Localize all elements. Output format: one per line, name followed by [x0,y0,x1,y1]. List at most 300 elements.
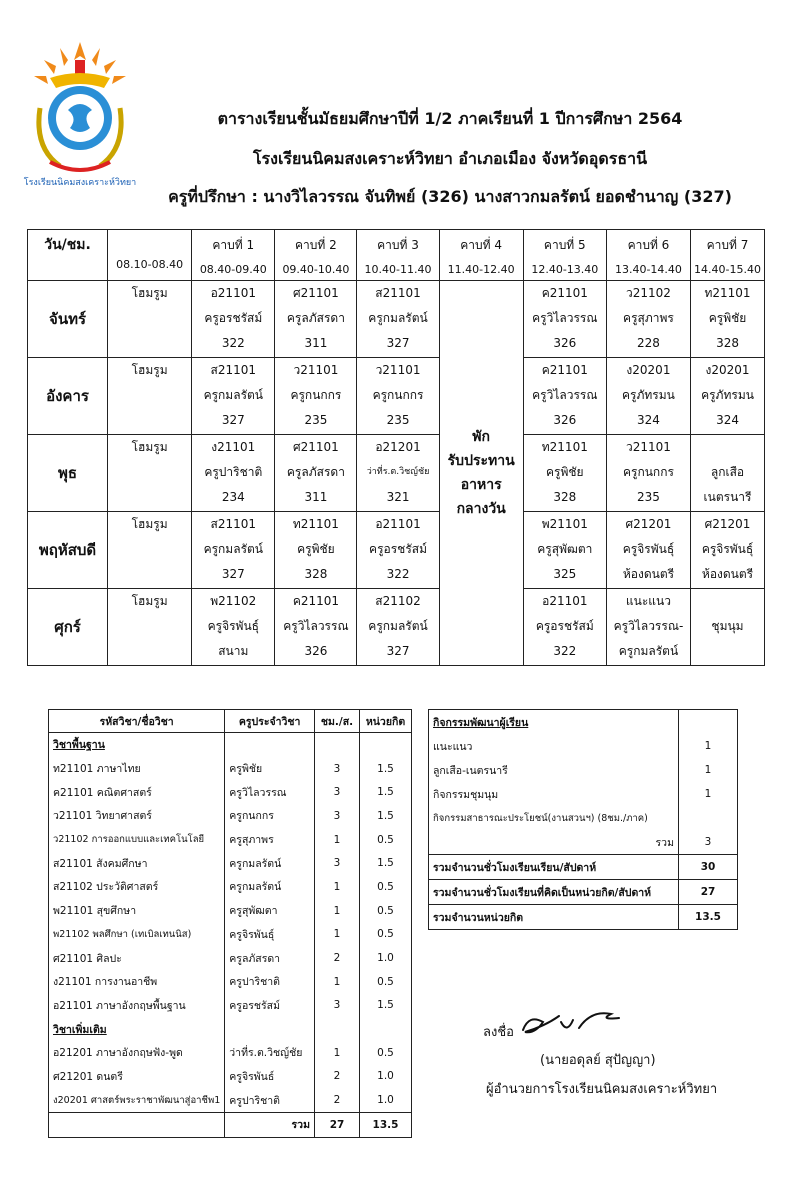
room: 325 [553,567,577,581]
period-header [606,230,690,281]
subject-teacher: ครูกนกกร [225,804,315,828]
teacher-name: ครูจิรพันธุ์ [207,619,259,633]
teacher-name: ครูภัทรมน [701,388,754,402]
room: ครูกมลรัตน์ [618,644,679,658]
period-time: 10.40-11.40 [364,263,432,276]
subject-hours: 1 [315,899,360,923]
subject-hours: 1 [315,970,360,994]
subject-name: ง20201 ศาสตร์พระราชาพัฒนาสู่อาชีพ1 [49,1088,225,1112]
subject-hours: 3 [315,994,360,1018]
class-cell [192,435,275,512]
teacher-name: ครูวิไลวรรณ [532,388,598,402]
activity-hours: 1 [679,782,738,806]
subjects-header-cell: ครูประจำวิชา [225,710,315,733]
subject-code: อ21101 [375,517,421,531]
room: 327 [221,567,245,581]
class-cell [606,589,690,666]
subject-row [49,851,412,875]
total-label: รวม [225,1113,315,1138]
subject-hours: 3 [315,804,360,828]
lunch-text: กลางวัน [456,501,506,517]
empty-cell [359,733,411,757]
period-header [357,230,439,281]
subject-code: ว21101 [375,363,421,377]
subject-code: ศ21101 [293,440,339,454]
teacher-name: ครูพิชัย [708,311,747,325]
class-cell [523,435,606,512]
room: 324 [637,413,660,427]
subject-credits: 1.0 [359,946,411,970]
teacher-name: ครูวิไลวรรณ [283,619,349,633]
period-header [192,230,275,281]
class-cell [357,281,439,358]
subject-hours: 1 [315,875,360,899]
day-name: ศุกร์ [28,589,108,666]
class-cell [691,358,765,435]
activity-name: กิจกรรมชุมนุม [429,782,679,806]
day-row [28,589,765,666]
room [691,639,764,664]
lunch-text: พัก [472,429,491,445]
room: สนาม [218,644,249,658]
subject-code: ง20201 [705,363,750,377]
teacher-name: ครูวิไลวรรณ- [613,619,684,633]
teacher-name: ครูจิรพันธุ์ [622,542,675,556]
class-cell [606,435,690,512]
activity-name: แนะแนว [429,734,679,758]
teacher-name: ครูกนกกร [290,388,342,402]
subjects-header-cell: ชม./ส. [315,710,360,733]
subject-code: โฮมรูม [131,286,168,300]
subject-credits: 0.5 [359,923,411,947]
class-cell [691,512,765,589]
subject-hours: 1 [315,828,360,852]
class-cell [357,435,439,512]
subject-row [49,1088,412,1112]
class-cell [606,281,690,358]
subject-code: โฮมรูม [131,594,168,608]
room: 234 [221,490,245,504]
teacher-name: ชุมนุม [711,619,744,633]
subject-teacher: ครูสุพัฒตา [225,899,315,923]
lunch-text: อาหาร [460,477,502,493]
subjects-header-cell: รหัสวิชา/ชื่อวิชา [49,710,225,733]
teacher-name: ครูพิชัย [546,465,584,479]
subject-hours: 1 [315,1041,360,1065]
period-header [275,230,357,281]
day-name: พฤหัสบดี [28,512,108,589]
room: 228 [637,336,660,350]
activity-row [429,782,738,806]
room: เนตรนารี [703,490,752,504]
subject-name: พ21101 สุขศึกษา [49,899,225,923]
period-header [523,230,606,281]
subject-row [49,970,412,994]
room: 235 [304,413,328,427]
activity-name: ลูกเสือ-เนตรนารี [429,758,679,782]
summary-label: รวมจำนวนหน่วยกิต [429,905,679,930]
subject-name: ง21101 การงานอาชีพ [49,970,225,994]
room: ห้องดนตรี [622,567,675,581]
subject-code: ส21101 [375,286,421,300]
subject-row [49,1065,412,1089]
summary-row [429,880,738,905]
period-time: 08.40-09.40 [199,263,267,276]
subject-code: พ21102 [210,594,257,608]
subject-name: ส21102 ประวัติศาสตร์ [49,875,225,899]
subject-code: พ21101 [541,517,588,531]
period-time: 11.40-12.40 [447,263,515,276]
school-name: โรงเรียนนิคมสงเคราะห์วิทยา อำเภอเมือง จังหวัดอุดรธานี [252,149,648,168]
activity-row [429,758,738,782]
subjects-table [48,709,412,1138]
class-cell [108,281,192,358]
class-cell [357,358,439,435]
subject-teacher: ครูปาริชาติ [225,970,315,994]
subject-row [49,1041,412,1065]
teacher-name: ว่าที่ร.ต.วิชญ์ชัย [366,467,430,477]
subject-code: ง20201 [626,363,671,377]
activities-sum-row [429,830,738,855]
activity-row [429,734,738,758]
subject-code: ท21101 [704,286,751,300]
subject-code: ค21101 [541,363,588,377]
class-cell [523,512,606,589]
subject-credits: 0.5 [359,970,411,994]
section-label [49,1017,225,1041]
subject-code: ศ21201 [625,517,672,531]
signature-image [515,1006,635,1040]
class-cell [108,589,192,666]
subject-code: ศ21201 [704,517,751,531]
room: 311 [304,336,328,350]
subject-credits: 1.0 [359,1065,411,1089]
subject-credits: 1.5 [359,994,411,1018]
subject-row [49,757,412,781]
class-cell [108,512,192,589]
activities-title-cell [429,710,679,735]
teacher-name: ครูกมลรัตน์ [203,388,264,402]
subject-code: ว21102 [625,286,671,300]
teacher-name: ครูอรชรัสม์ [204,311,263,325]
subject-code: ค21101 [541,286,588,300]
teacher-name: ครูจิรพันธุ์ [701,542,754,556]
subject-credits: 1.5 [359,851,411,875]
teacher-name: ครูอรชรัสม์ [535,619,594,633]
section-row [49,1017,412,1041]
class-cell [108,435,192,512]
class-cell [606,358,690,435]
activity-hours: 1 [679,734,738,758]
subject-hours: 1 [315,923,360,947]
room: 235 [637,490,660,504]
period-name: คาบที่ 5 [543,238,586,252]
summary-row [429,855,738,880]
teacher-name: ครูกนกกร [622,465,674,479]
activities-table [428,709,738,930]
teacher-name: ครูพิชัย [297,542,335,556]
summary-value: 13.5 [679,905,738,930]
empty-cell [225,733,315,757]
summary-value: 30 [679,855,738,880]
subject-teacher: ว่าที่ร.ต.วิชญ์ชัย [225,1041,315,1065]
class-cell [275,589,357,666]
subject-teacher: ครูลภัสรดา [225,946,315,970]
class-cell [691,281,765,358]
period-header [439,230,523,281]
room: 328 [304,567,328,581]
lunch-text: รับประทาน [447,453,515,469]
activities-sum-label: รวม [429,830,679,855]
subject-teacher: ครูสุภาพร [225,828,315,852]
period-time: 12.40-13.40 [531,263,599,276]
subject-code: ส21101 [210,363,257,377]
schedule-table [27,229,765,666]
teacher-name: ครูวิไลวรรณ [532,311,598,325]
room: 235 [386,413,410,427]
teacher-name: ครูสุภาพร [623,311,674,325]
period-time: 08.10-08.40 [116,258,184,271]
period-name: คาบที่ 4 [460,238,503,252]
class-cell [606,512,690,589]
period-time: 14.40-15.40 [694,263,761,276]
summary-row [429,905,738,930]
schedule-header-row [28,230,765,281]
subject-credits: 1.5 [359,804,411,828]
room: 322 [221,336,245,350]
subject-hours: 2 [315,1065,360,1089]
room: 326 [304,644,328,658]
subject-code: ว21101 [625,440,671,454]
summary-label: รวมจำนวนชั่วโมงเรียนที่คิดเป็นหน่วยกิต/สัปดาห์ [429,880,679,905]
class-cell [357,512,439,589]
room: 327 [221,413,245,427]
section-label [49,733,225,757]
room: ห้องดนตรี [701,567,754,581]
subject-name: ศ21201 ดนตรี [49,1065,225,1089]
empty-cell [359,1017,411,1041]
room: 327 [386,644,410,658]
subject-hours: 2 [315,946,360,970]
subject-hours: 2 [315,1088,360,1112]
room: 326 [553,413,577,427]
subject-code: อ21201 [375,440,421,454]
class-cell [275,435,357,512]
subject-credits: 0.5 [359,875,411,899]
teacher-name: ครูอรชรัสม์ [369,542,427,556]
teacher-name: ครูสุพัฒตา [537,542,593,556]
subject-code: อ21101 [542,594,588,608]
total-credits: 13.5 [359,1113,411,1138]
class-cell [275,281,357,358]
class-cell [523,281,606,358]
subject-code: ส21102 [375,594,421,608]
period-header [108,230,192,281]
subject-code: แนะแนว [625,594,671,608]
room: 321 [386,490,410,504]
subject-teacher: ครูปาริชาติ [225,1088,315,1112]
subject-name: ว21101 วิทยาศาสตร์ [49,804,225,828]
period-name [108,236,191,250]
subject-teacher: ครูอรชรัสม์ [225,994,315,1018]
subject-credits: 1.5 [359,757,411,781]
period-name: คาบที่ 6 [627,238,670,252]
class-cell [192,589,275,666]
empty-cell [225,1017,315,1041]
activity-row [429,806,738,830]
room: 324 [716,413,739,427]
subject-teacher: ครูวิไลวรรณ [225,780,315,804]
signer-position: ผู้อำนวยการโรงเรียนนิคมสงเคราะห์วิทยา [486,1082,718,1097]
class-cell [108,358,192,435]
subject-row [49,804,412,828]
subject-credits: 1.0 [359,1088,411,1112]
teacher-name: ครูกนกกร [372,388,424,402]
activities-sum-value: 3 [679,830,738,855]
class-cell [691,435,765,512]
empty-cell [679,710,738,735]
subject-name: ศ21101 ศิลปะ [49,946,225,970]
class-cell [357,589,439,666]
day-name: อังคาร [28,358,108,435]
teacher-name: ครูกมลรัตน์ [203,542,264,556]
subject-code: โฮมรูม [131,440,168,454]
subject-name: ค21101 คณิตศาสตร์ [49,780,225,804]
activity-hours [679,806,738,830]
subject-row [49,780,412,804]
class-cell [192,512,275,589]
teacher-name: ครูปาริชาติ [204,465,263,479]
subject-teacher: ครูกมลรัตน์ [225,851,315,875]
room: 327 [386,336,410,350]
day-name: จันทร์ [28,281,108,358]
subject-name: พ21102 พลศึกษา (เทเบิลเทนนิส) [49,923,225,947]
subject-name: ท21101 ภาษาไทย [49,757,225,781]
subject-code: โฮมรูม [131,517,168,531]
room: 311 [304,490,328,504]
subject-name: ว21102 การออกแบบและเทคโนโลยี [49,828,225,852]
subject-code: ค21101 [292,594,340,608]
subject-hours: 3 [315,780,360,804]
subject-code: ท21101 [541,440,588,454]
subject-teacher: ครูจิรพันธ์ [225,1065,315,1089]
subject-code [691,589,764,614]
subject-row [49,875,412,899]
section-row [49,733,412,757]
school-logo [20,38,140,188]
summary-label: รวมจำนวนชั่วโมงเรียนเรียน/สัปดาห์ [429,855,679,880]
logo-text: โรงเรียนนิคมสงเคราะห์วิทยา [23,178,137,188]
class-cell [192,358,275,435]
room: 322 [386,567,410,581]
period-header [691,230,765,281]
period-time: 09.40-10.40 [282,263,350,276]
subjects-header-row [49,710,412,733]
subject-row [49,828,412,852]
activities-title: กิจกรรมพัฒนาผู้เรียน [433,716,529,729]
teacher-name: ครูภัทรมน [622,388,675,402]
class-cell [192,281,275,358]
teacher-name: ครูกมลรัตน์ [368,619,428,633]
day-row [28,512,765,589]
period-name: คาบที่ 3 [377,238,419,252]
subject-credits: 0.5 [359,828,411,852]
subject-name: อ21201 ภาษาอังกฤษฟัง-พูด [49,1041,225,1065]
subject-code [691,435,764,460]
subject-hours: 3 [315,851,360,875]
advisors-line: ครูที่ปรึกษา : นางวิไลวรรณ จันทิพย์ (326) นางสาวกมลรัตน์ ยอดชำนาญ (327) [168,187,732,206]
room: 322 [553,644,577,658]
activities-header-row [429,710,738,735]
subject-code: ส21101 [210,517,257,531]
subject-teacher: ครูจิรพันธุ์ [225,923,315,947]
subject-code: ง21101 [211,440,256,454]
day-name: พุธ [28,435,108,512]
teacher-name: ครูกมลรัตน์ [368,311,428,325]
class-cell [523,358,606,435]
subject-code: ท21101 [292,517,339,531]
empty-cell [49,1113,225,1138]
subject-code: ว21101 [293,363,339,377]
empty-cell [315,733,360,757]
subjects-header-cell: หน่วยกิต [359,710,411,733]
subject-row [49,994,412,1018]
room: 328 [553,490,577,504]
period-name: คาบที่ 1 [212,238,255,252]
day-row [28,358,765,435]
signer-name: (นายอดุลย์ สุปัญญา) [540,1053,656,1068]
subject-hours: 3 [315,757,360,781]
subject-credits: 0.5 [359,1041,411,1065]
subject-name: อ21101 ภาษาอังกฤษพื้นฐาน [49,994,225,1018]
subject-teacher: ครูพิชัย [225,757,315,781]
subject-row [49,923,412,947]
activity-name: กิจกรรมสาธารณะประโยชน์(งานสวนฯ) (8ชม./ภาค) [429,806,679,830]
teacher-name: ครูลภัสรดา [286,465,345,479]
class-cell [275,512,357,589]
summary-value: 27 [679,880,738,905]
subject-code: โฮมรูม [131,363,168,377]
section-title: วิชาพื้นฐาน [53,739,105,752]
day-row [28,435,765,512]
class-cell [691,589,765,666]
section-title: วิชาเพิ่มเติม [53,1023,107,1036]
subject-credits: 0.5 [359,899,411,923]
lunch-break-cell [439,281,523,666]
total-hours: 27 [315,1113,360,1138]
day-row [28,281,765,358]
subject-code: อ21101 [210,286,256,300]
teacher-name: ลูกเสือ [710,465,745,479]
period-time: 13.40-14.40 [614,263,682,276]
subject-row [49,899,412,923]
signature-label: ลงชื่อ [483,1025,514,1040]
subjects-total-row [49,1113,412,1138]
room: 326 [553,336,577,350]
subject-name: ส21101 สังคมศึกษา [49,851,225,875]
room: 328 [716,336,739,350]
empty-cell [315,1017,360,1041]
subject-credits: 1.5 [359,780,411,804]
class-cell [275,358,357,435]
period-name: คาบที่ 2 [295,238,337,252]
subject-row [49,946,412,970]
subject-teacher: ครูกมลรัตน์ [225,875,315,899]
subject-code: ศ21101 [293,286,339,300]
class-cell [523,589,606,666]
activity-hours: 1 [679,758,738,782]
teacher-name: ครูลภัสรดา [286,311,345,325]
